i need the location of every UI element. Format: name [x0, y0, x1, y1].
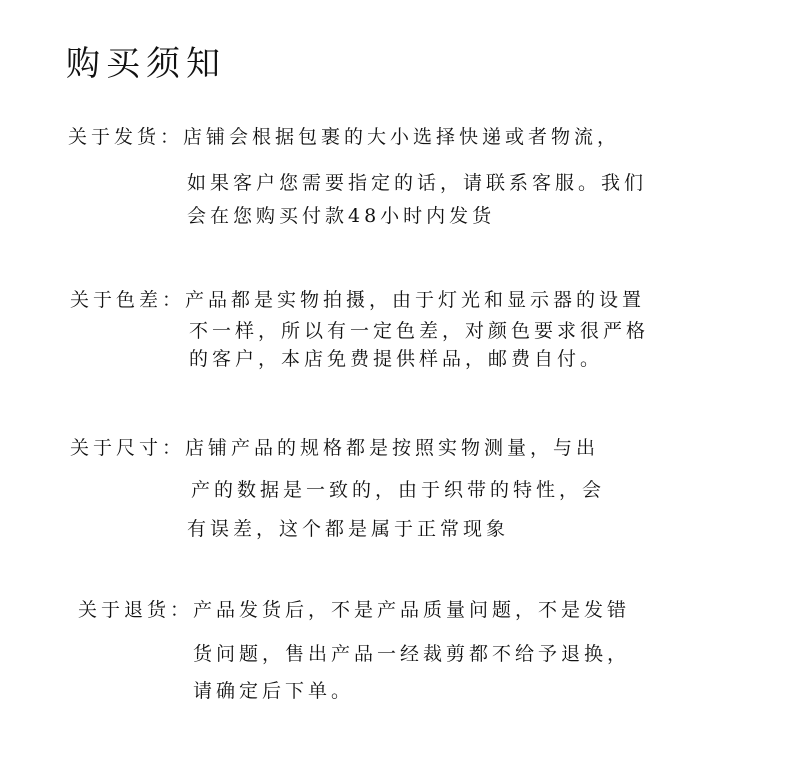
section-shipping-text-line-3: 会在您购买付款48小时内发货 — [187, 205, 496, 227]
section-size-text-line-3: 有误差，这个都是属于正常现象 — [187, 518, 510, 540]
section-size-label: 关于尺寸： — [70, 437, 186, 459]
section-size-text-line-2: 产的数据是一致的，由于织带的特性，会 — [191, 479, 606, 501]
section-color-text-line-3: 的客户，本店免费提供样品，邮费自付。 — [189, 348, 604, 370]
section-color-first-line — [70, 287, 645, 313]
section-color-text-line-2: 不一样，所以有一定色差，对颜色要求很严格 — [189, 320, 650, 342]
section-returns-first-line — [78, 597, 630, 623]
section-shipping-text-line-1: 店铺会根据包裹的大小选择快递或者物流， — [183, 126, 621, 148]
section-color-text-line-1: 产品都是实物拍摄，由于灯光和显示器的设置 — [185, 289, 646, 311]
section-returns-text-line-3: 请确定后下单。 — [193, 680, 355, 702]
section-size-first-line — [70, 435, 599, 461]
section-returns-text-line-2: 货问题，售出产品一经裁剪都不给予退换， — [193, 643, 631, 665]
section-shipping-label: 关于发货： — [68, 126, 184, 148]
section-returns-label: 关于退货： — [78, 599, 194, 621]
section-color-label: 关于色差： — [70, 289, 186, 311]
section-shipping-text-line-2: 如果客户您需要指定的话，请联系客服。我们 — [187, 172, 648, 194]
page-title: 购买须知 — [66, 44, 226, 84]
section-size-text-line-1: 店铺产品的规格都是按照实物测量，与出 — [185, 437, 600, 459]
section-returns-text-line-1: 产品发货后，不是产品质量问题，不是发错 — [193, 599, 631, 621]
section-shipping-first-line — [68, 124, 620, 150]
